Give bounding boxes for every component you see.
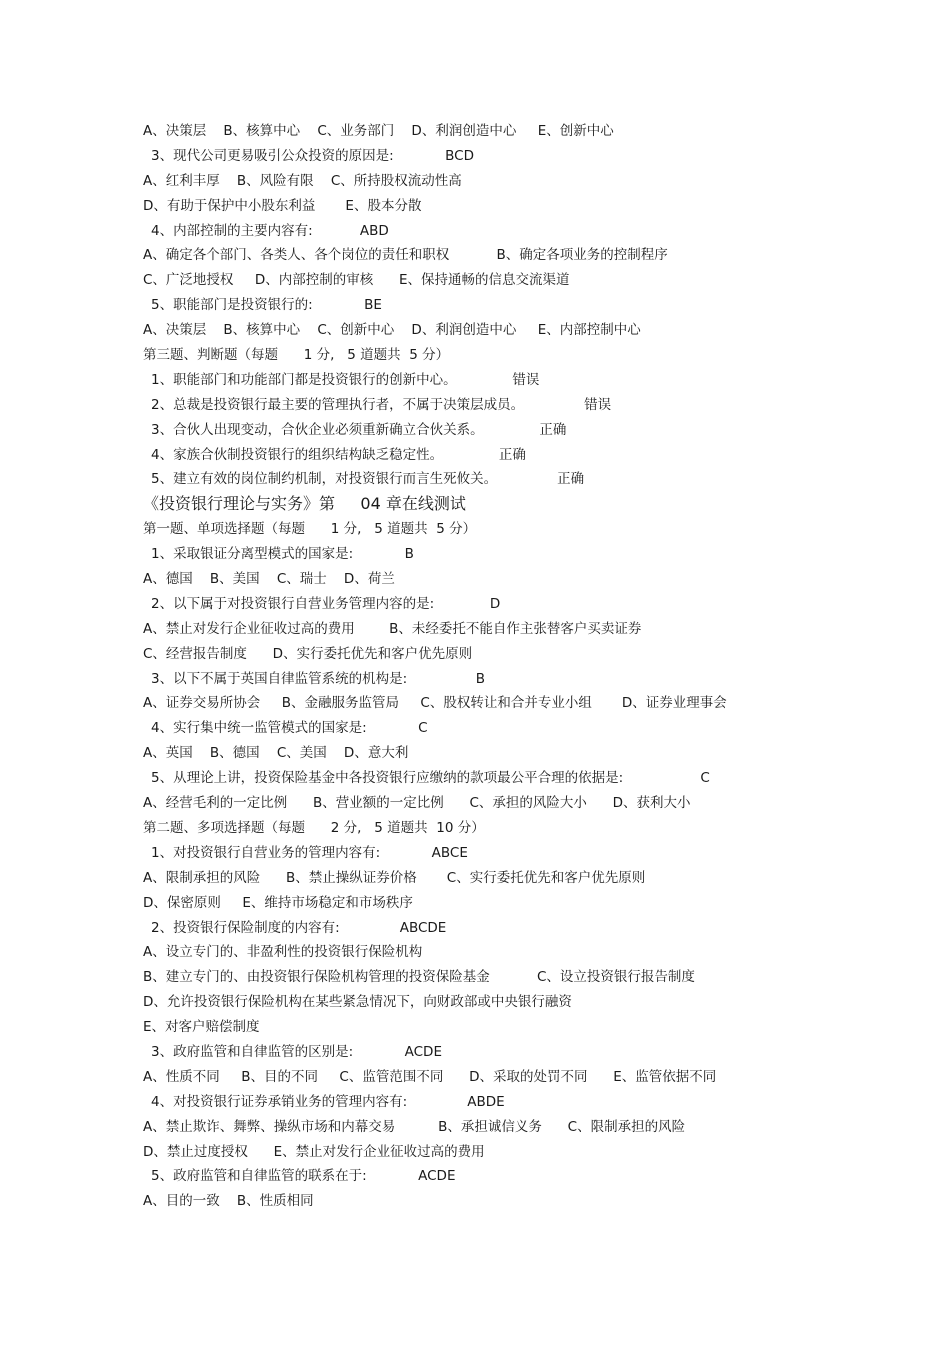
option-line: A、禁止欺诈、舞弊、操纵市场和内幕交易 B、承担诚信义务 C、限制承担的风险 bbox=[143, 1118, 686, 1135]
option-line: E、对客户赔偿制度 bbox=[143, 1019, 260, 1036]
option-line: C、经营报告制度 D、实行委托优先和客户优先原则 bbox=[143, 645, 473, 662]
option-line: A、决策层 B、核算中心 C、创新中心 D、利润创造中心 E、内部控制中心 bbox=[143, 322, 641, 339]
section-heading: 第二题、多项选择题（每题 2 分, 5 道题共 10 分） bbox=[143, 819, 485, 836]
section-heading: 第一题、单项选择题（每题 1 分, 5 道题共 5 分） bbox=[143, 521, 477, 538]
chapter-title: 《投资银行理论与实务》第 04 章在线测试 bbox=[143, 494, 466, 514]
section-heading: 第三题、判断题（每题 1 分, 5 道题共 5 分） bbox=[143, 347, 450, 364]
question-line: 2、投资银行保险制度的内容有: ABCDE bbox=[151, 919, 447, 936]
option-line: A、性质不同 B、目的不同 C、监管范围不同 D、采取的处罚不同 E、监管依据不同 bbox=[143, 1068, 717, 1085]
question-line: 1、对投资银行自营业务的管理内容有: ABCE bbox=[151, 844, 468, 861]
document-body bbox=[143, 119, 823, 1214]
option-line: A、德国 B、美国 C、瑞士 D、荷兰 bbox=[143, 571, 395, 588]
question-line: 3、政府监管和自律监管的区别是: ACDE bbox=[151, 1043, 442, 1060]
question-line: 2、以下属于对投资银行自营业务管理内容的是: D bbox=[151, 595, 501, 612]
question-line: 3、合伙人出现变动，合伙企业必须重新确立合伙关系。 正确 bbox=[151, 421, 567, 438]
question-line: 4、实行集中统一监管模式的国家是: C bbox=[151, 720, 428, 737]
option-line: D、禁止过度授权 E、禁止对发行企业征收过高的费用 bbox=[143, 1143, 485, 1160]
option-line: D、保密原则 E、维持市场稳定和市场秩序 bbox=[143, 894, 413, 911]
option-line: D、有助于保护中小股东利益 E、股本分散 bbox=[143, 197, 422, 214]
option-line: A、英国 B、德国 C、美国 D、意大利 bbox=[143, 745, 409, 762]
option-line: A、限制承担的风险 B、禁止操纵证券价格 C、实行委托优先和客户优先原则 bbox=[143, 869, 646, 886]
option-line: A、目的一致 B、性质相同 bbox=[143, 1193, 314, 1210]
option-line: B、建立专门的、由投资银行保险机构管理的投资保险基金 C、设立投资银行报告制度 bbox=[143, 969, 695, 986]
question-line: 4、家族合伙制投资银行的组织结构缺乏稳定性。 正确 bbox=[151, 446, 526, 463]
question-line: 4、对投资银行证券承销业务的管理内容有: ABDE bbox=[151, 1093, 505, 1110]
option-line: C、广泛地授权 D、内部控制的审核 E、保持通畅的信息交流渠道 bbox=[143, 272, 570, 289]
question-line: 2、总裁是投资银行最主要的管理执行者，不属于决策层成员。 错误 bbox=[151, 396, 612, 413]
question-line: 3、以下不属于英国自律监管系统的机构是: B bbox=[151, 670, 486, 687]
option-line: A、确定各个部门、各类人、各个岗位的责任和职权 B、确定各项业务的控制程序 bbox=[143, 247, 668, 264]
question-line: 5、从理论上讲，投资保险基金中各投资银行应缴纳的款项最公平合理的依据是: C bbox=[151, 770, 710, 787]
question-line: 5、政府监管和自律监管的联系在于: ACDE bbox=[151, 1168, 456, 1185]
question-line: 4、内部控制的主要内容有: ABD bbox=[151, 222, 389, 239]
question-line: 3、现代公司更易吸引公众投资的原因是: BCD bbox=[151, 147, 474, 164]
question-line: 5、建立有效的岗位制约机制，对投资银行而言生死攸关。 正确 bbox=[151, 471, 585, 488]
option-line: A、设立专门的、非盈利性的投资银行保险机构 bbox=[143, 944, 423, 961]
option-line: D、允许投资银行保险机构在某些紧急情况下，向财政部或中央银行融资 bbox=[143, 994, 572, 1011]
option-line: A、证券交易所协会 B、金融服务监管局 C、股权转让和合并专业小组 D、证券业理事会 bbox=[143, 695, 727, 712]
question-line: 5、职能部门是投资银行的: BE bbox=[151, 297, 382, 314]
option-line: A、经营毛利的一定比例 B、营业额的一定比例 C、承担的风险大小 D、获利大小 bbox=[143, 795, 691, 812]
option-line: A、红利丰厚 B、风险有限 C、所持股权流动性高 bbox=[143, 172, 462, 189]
question-line: 1、职能部门和功能部门都是投资银行的创新中心。 错误 bbox=[151, 371, 540, 388]
option-line: A、禁止对发行企业征收过高的费用 B、未经委托不能自作主张替客户买卖证券 bbox=[143, 620, 642, 637]
question-line: 1、采取银证分离型模式的国家是: B bbox=[151, 546, 414, 563]
option-line: A、决策层 B、核算中心 C、业务部门 D、利润创造中心 E、创新中心 bbox=[143, 123, 614, 139]
